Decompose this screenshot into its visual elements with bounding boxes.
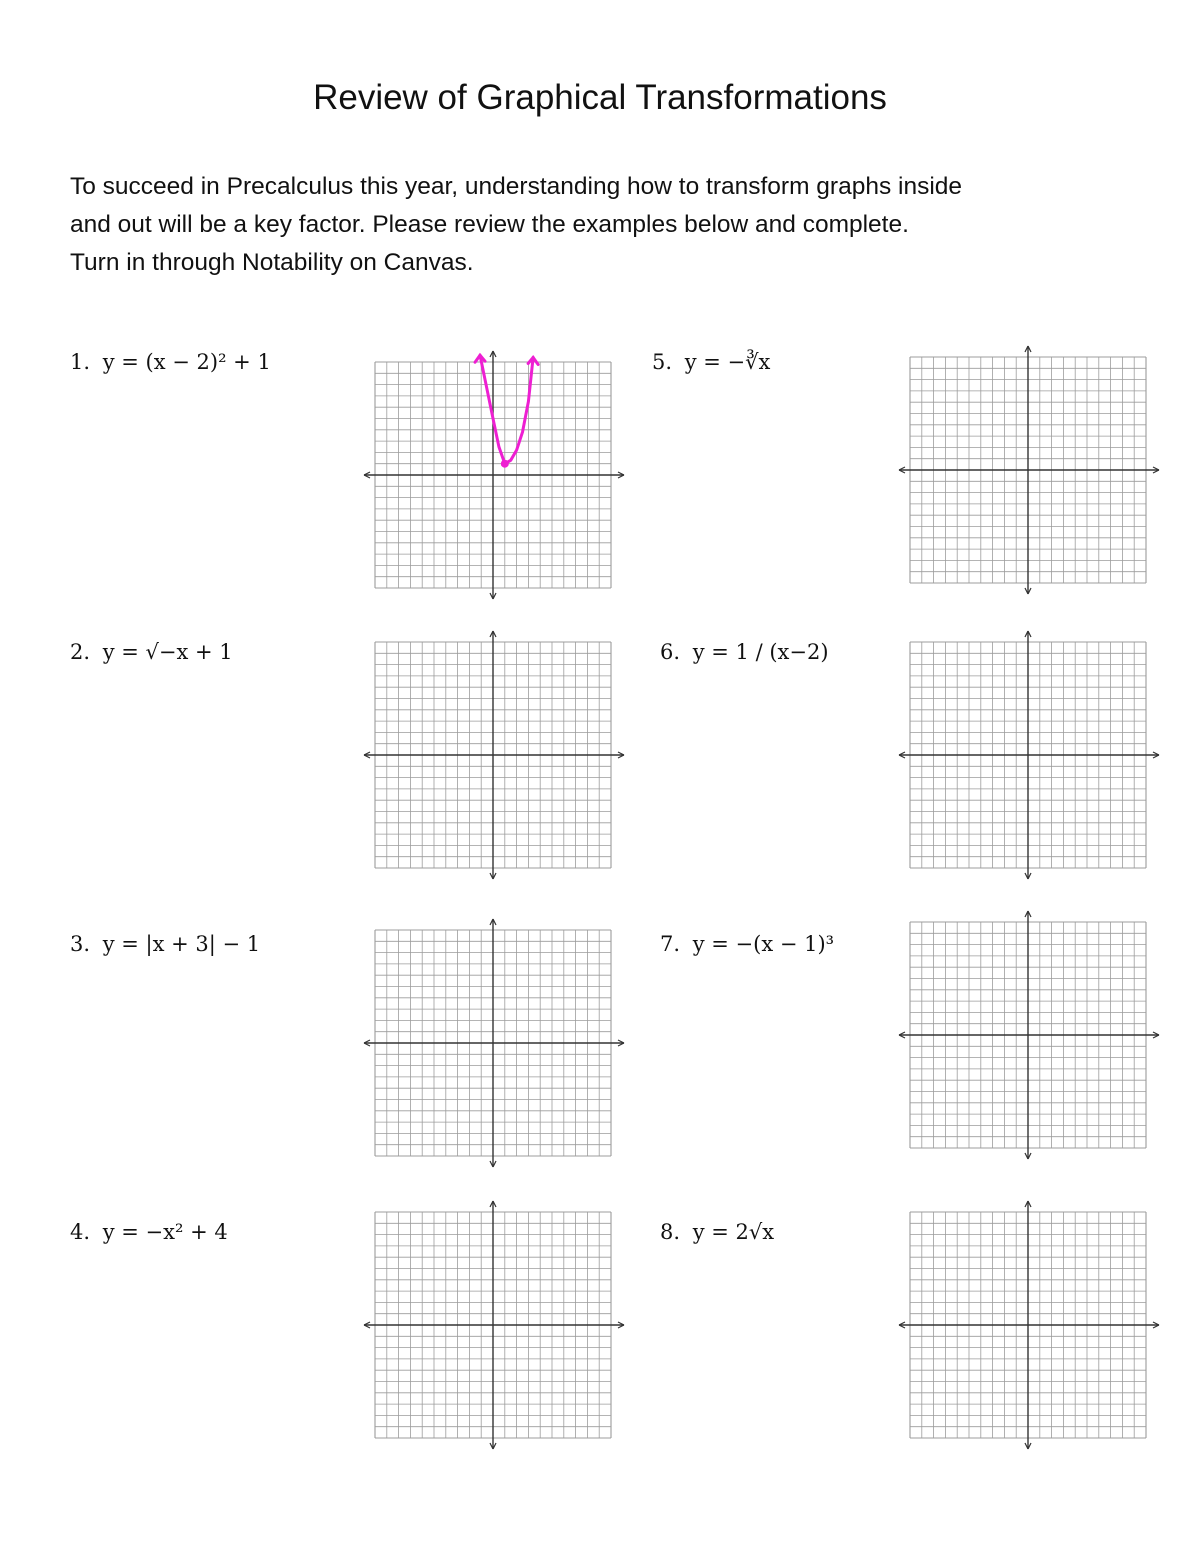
problem-number: 1. xyxy=(70,350,91,374)
problem-equation: y = |x + 3| − 1 xyxy=(102,932,261,956)
instructions-line-3: Turn in through Notability on Canvas. xyxy=(70,249,474,276)
coordinate-grid-4[interactable] xyxy=(363,1200,625,1450)
grid-svg xyxy=(898,345,1160,595)
coordinate-grid-2[interactable] xyxy=(363,630,625,880)
problem-5 xyxy=(652,350,770,374)
coordinate-grid-7[interactable] xyxy=(898,910,1160,1160)
coordinate-grid-1[interactable] xyxy=(363,350,625,600)
page-title: Review of Graphical Transformations xyxy=(313,78,887,117)
problem-number: 4. xyxy=(70,1220,91,1244)
problem-4 xyxy=(70,1220,228,1244)
grid-svg xyxy=(363,918,625,1168)
problem-number: 7. xyxy=(660,932,681,956)
problem-3 xyxy=(70,932,260,956)
coordinate-grid-3[interactable] xyxy=(363,918,625,1168)
problem-6 xyxy=(660,640,829,664)
coordinate-grid-5[interactable] xyxy=(898,345,1160,595)
parabola-curve xyxy=(480,355,533,463)
problem-equation: y = −x² + 4 xyxy=(102,1220,228,1244)
problem-equation: y = (x − 2)² + 1 xyxy=(102,350,271,374)
problem-1 xyxy=(70,350,271,374)
grid-svg xyxy=(898,910,1160,1160)
grid-svg xyxy=(363,630,625,880)
problem-number: 6. xyxy=(660,640,681,664)
vertex-point xyxy=(501,460,509,468)
instructions-line-2: and out will be a key factor. Please review the examples below and complete. xyxy=(70,211,909,238)
grid-svg xyxy=(898,630,1160,880)
problem-equation: y = −∛x xyxy=(684,350,771,374)
problem-equation: y = √−x + 1 xyxy=(102,640,233,664)
problem-2 xyxy=(70,640,233,664)
grid-svg xyxy=(363,1200,625,1450)
problem-number: 2. xyxy=(70,640,91,664)
problem-8 xyxy=(660,1220,774,1244)
problem-number: 3. xyxy=(70,932,91,956)
problem-equation: y = 2√x xyxy=(692,1220,775,1244)
problem-equation: y = 1 / (x−2) xyxy=(692,640,829,664)
coordinate-grid-6[interactable] xyxy=(898,630,1160,880)
problem-number: 5. xyxy=(652,350,673,374)
problem-7 xyxy=(660,932,834,956)
instructions xyxy=(70,168,1140,282)
grid-svg xyxy=(363,350,625,600)
problem-equation: y = −(x − 1)³ xyxy=(692,932,835,956)
instructions-line-1: To succeed in Precalculus this year, understanding how to transform graphs inside xyxy=(70,173,963,200)
coordinate-grid-8[interactable] xyxy=(898,1200,1160,1450)
problem-number: 8. xyxy=(660,1220,681,1244)
grid-svg xyxy=(898,1200,1160,1450)
